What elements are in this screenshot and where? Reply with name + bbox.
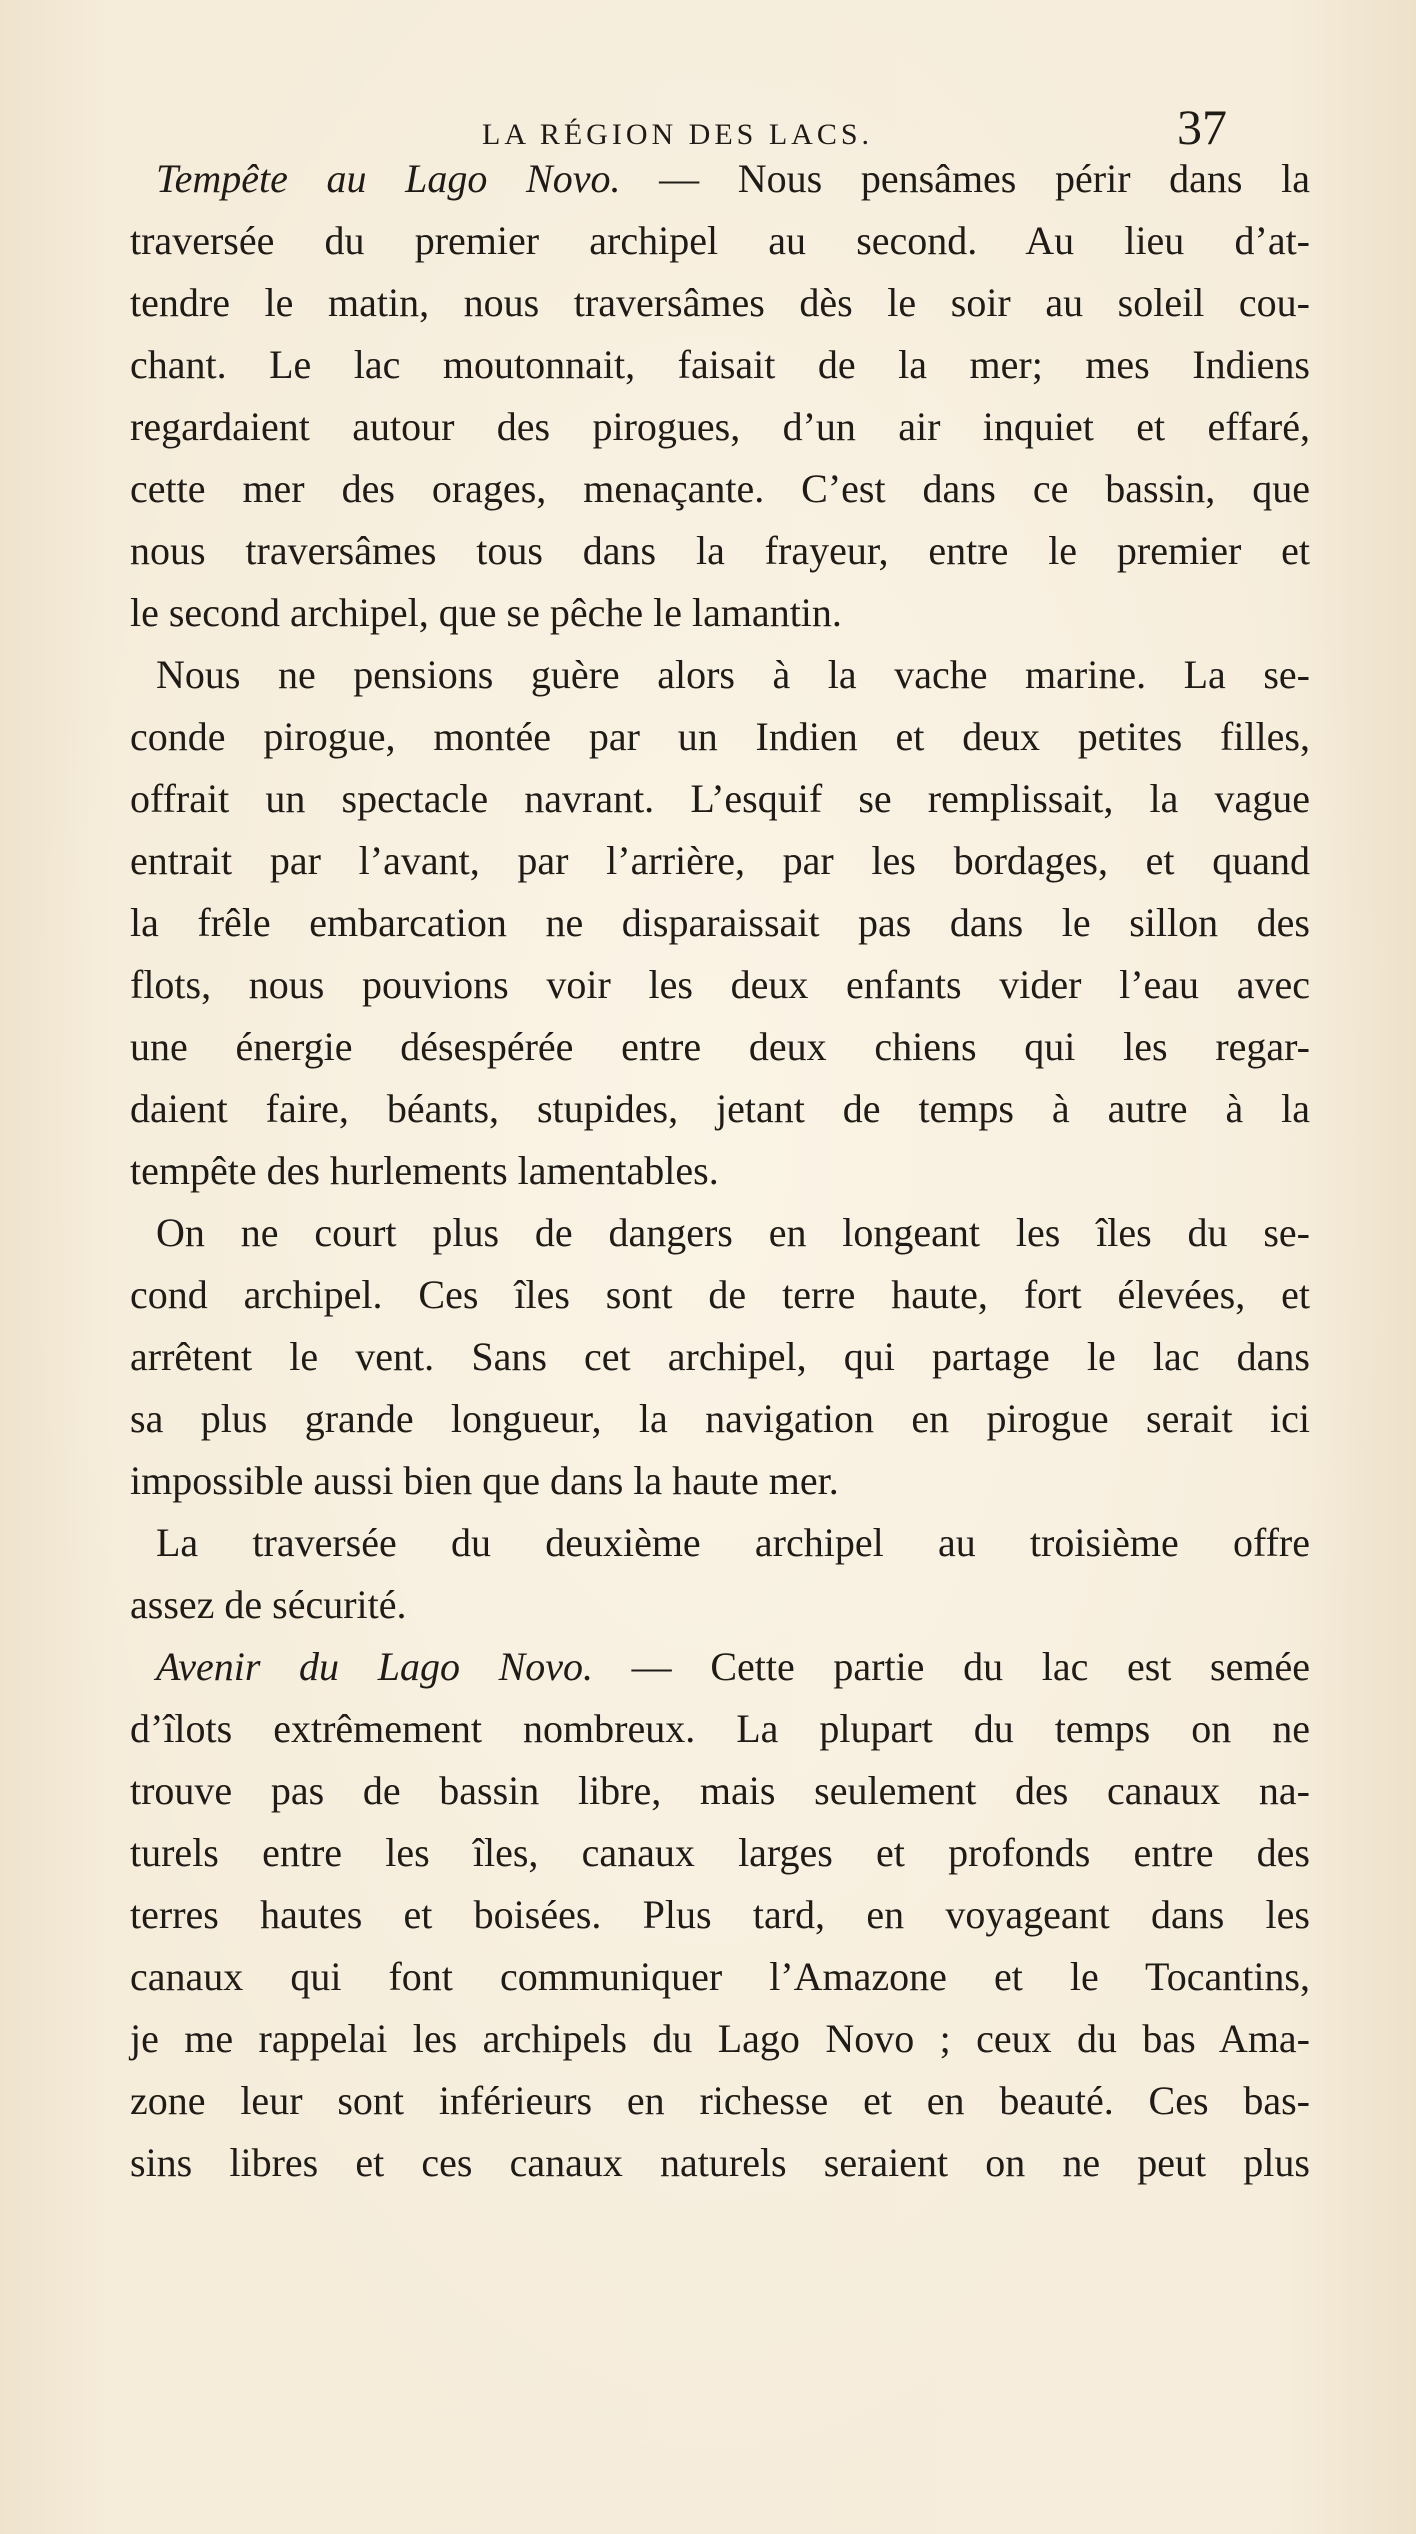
text-line: impossible aussi bien que dans la haute mer. — [130, 1458, 839, 1503]
text-line: chant. Le lac moutonnait, faisait de la mer; mes Indiens — [130, 342, 1310, 387]
text-line — [130, 1636, 1310, 1698]
text-line: sins libres et ces canaux naturels seraient on ne peut plus — [130, 2140, 1310, 2185]
text-line: Nous ne pensions guère alors à la vache marine. La se- — [156, 652, 1310, 697]
body-text — [130, 148, 1310, 2194]
text-line: tempête des hurlements lamentables. — [130, 1148, 719, 1193]
text-line: conde pirogue, montée par un Indien et deux petites filles, — [130, 714, 1310, 759]
text-line: sa plus grande longueur, la navigation en pirogue serait ici — [130, 1396, 1310, 1441]
running-head: LA RÉGION DES LACS. — [482, 118, 874, 151]
text-line: flots, nous pouvions voir les deux enfants vider l’eau avec — [130, 962, 1310, 1007]
text-line: On ne court plus de dangers en longeant les îles du se- — [156, 1210, 1310, 1255]
text-line: arrêtent le vent. Sans cet archipel, qui partage le lac dans — [130, 1334, 1310, 1379]
text-line: le second archipel, que se pêche le lamantin. — [130, 590, 842, 635]
text-line: regardaient autour des pirogues, d’un air inquiet et effaré, — [130, 404, 1310, 449]
text-line: traversée du premier archipel au second. Au lieu d’at- — [130, 218, 1310, 263]
text-line — [130, 148, 1310, 210]
text-line: d’îlots extrêmement nombreux. La plupart du temps on ne — [130, 1706, 1310, 1751]
text-line: entrait par l’avant, par l’arrière, par les bordages, et quand — [130, 838, 1310, 883]
text-line: cond archipel. Ces îles sont de terre haute, fort élevées, et — [130, 1272, 1310, 1317]
section-title: Avenir du Lago Novo. — [156, 1644, 594, 1689]
text-line: la frêle embarcation ne disparaissait pas dans le sillon des — [130, 900, 1310, 945]
text-line: daient faire, béants, stupides, jetant de temps à autre à la — [130, 1086, 1310, 1131]
line-text: — Cette partie du lac est semée — [593, 1644, 1311, 1689]
section-title: Tempête au Lago Novo. — [156, 156, 621, 201]
text-line: cette mer des orages, menaçante. C’est dans ce bassin, que — [130, 466, 1310, 511]
text-line: La traversée du deuxième archipel au troisième offre — [156, 1520, 1310, 1565]
text-line: turels entre les îles, canaux larges et profonds entre des — [130, 1830, 1310, 1875]
text-line: nous traversâmes tous dans la frayeur, entre le premier et — [130, 528, 1310, 573]
page-number: 37 — [1177, 99, 1227, 155]
text-line: assez de sécurité. — [130, 1582, 407, 1627]
text-line: terres hautes et boisées. Plus tard, en voyageant dans les — [130, 1892, 1310, 1937]
text-line: je me rappelai les archipels du Lago Novo ; ceux du bas Ama- — [130, 2016, 1310, 2061]
text-line: une énergie désespérée entre deux chiens qui les regar- — [130, 1024, 1310, 1069]
text-line: tendre le matin, nous traversâmes dès le soir au soleil cou- — [130, 280, 1310, 325]
line-text: — Nous pensâmes périr dans la — [620, 156, 1311, 201]
text-line: offrait un spectacle navrant. L’esquif se remplissait, la vague — [130, 776, 1310, 821]
text-line: canaux qui font communiquer l’Amazone et le Tocantins, — [130, 1954, 1310, 1999]
text-line: trouve pas de bassin libre, mais seulement des canaux na- — [130, 1768, 1310, 1813]
text-line: zone leur sont inférieurs en richesse et en beauté. Ces bas- — [130, 2078, 1310, 2123]
